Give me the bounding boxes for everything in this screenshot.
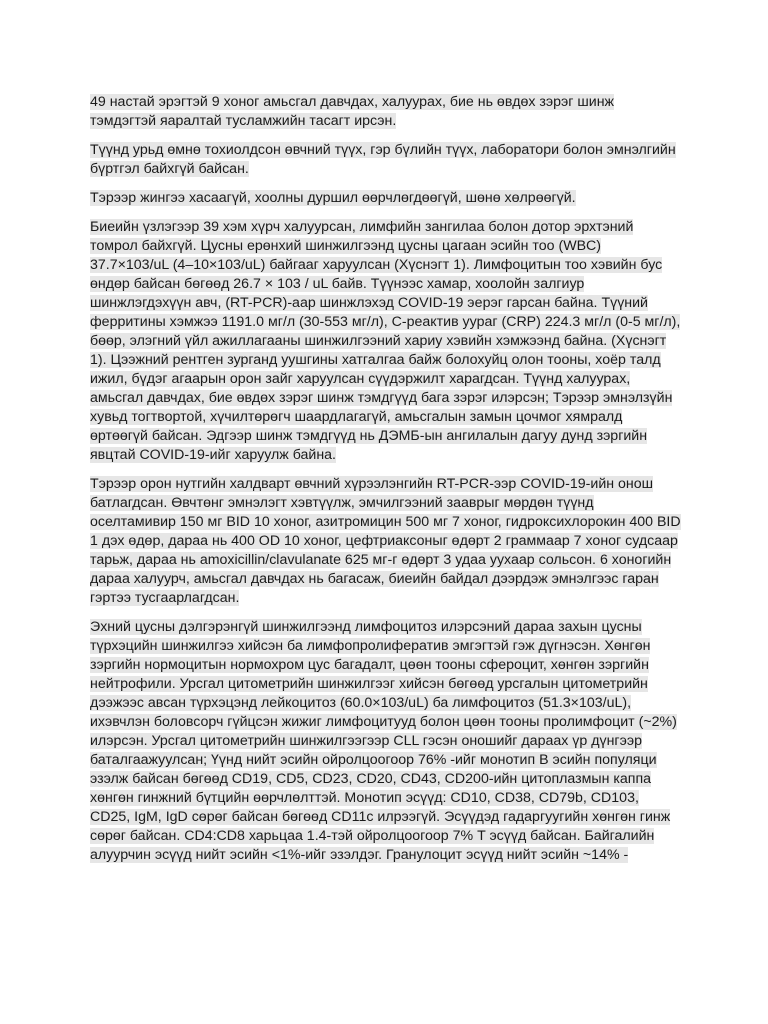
paragraph-text: Түүнд урьд өмнө тохиолдсон өвчний түүх, гэр бүлийн түүх, лаборатори болон эмнэлгийн бүртгэл байхгүй байсан.	[90, 142, 676, 177]
paragraph-flow-cytometry	[90, 618, 682, 865]
paragraph-weight-appetite	[90, 189, 682, 208]
paragraph-text: Тэрээр жингээ хасаагүй, хоолны дуршил өөрчлөгдөөгүй, шөнө хөлрөөгүй.	[90, 190, 576, 206]
document-body	[90, 93, 682, 875]
paragraph-text: 49 настай эрэгтэй 9 хоног амьсгал давчдах, халуурах, бие нь өвдөх зэрэг шинж тэмдэгтэй яаралтай тусламжийн тасагт ирсэн.	[90, 94, 615, 129]
paragraph-text: Тэрээр орон нутгийн халдварт өвчний хүрээлэнгийн RT-PCR-ээр COVID-19-ийн онош батлагдсан. Өвчтөнг эмнэлэгт хэвтүүлж, эмчилгээний зааврыг мөрдөн түүнд оселтамивир 150 мг BID 10 хоног, азитромицин 500 мг 7 хоног, гидроксихлорокин 400 BID 1 дэх өдөр, дараа нь 400 OD 10 хоног, цефтриаксоныг өдөрт 2 граммаар 7 хоног судсаар тарьж, дараа нь amoxicillin/clavulanate 625 мг-г өдөрт 3 удаа уухаар сольсон. 6 хоногийн дараа халуурч, амьсгал давчдах нь багасаж, биеийн байдал дээрдэж эмнэлгээс гаран гэртээ тусгаарлагдсан.	[90, 476, 681, 606]
paragraph-medical-history	[90, 141, 682, 179]
paragraph-text: Биеийн үзлэгээр 39 хэм хүрч халуурсан, лимфийн зангилаа болон дотор эрхтэний томрол байхгүй. Цусны ерөнхий шинжилгээнд цусны цагаан эсийн тоо (WBC) 37.7×103/uL (4–10×103/uL) байгааг харуулсан (Хүснэгт 1). Лимфоцитын тоо хэвийн бус өндөр байсан бөгөөд 26.7 × 103 / uL байв. Түүнээс хамар, хоолойн залгиур шинжлэгдэхүүн авч, (RT-PCR)-аар шинжлэхэд COVID-19 эерэг гарсан байна. Түүний ферритины хэмжээ 1191.0 мг/л (30-553 мг/л), C-реактив уураг (CRP) 224.3 мг/л (0-5 мг/л), бөөр, элэгний үйл ажиллагааны шинжилгээний хариу хэвийн хэмжээнд байна. (Хүснэгт 1). Цээжний рентген зурганд уушгины хатгалгаа байж болохуйц олон тооны, хоёр талд ижил, бүдэг агаарын орон зайг харуулсан сүүдэржилт харагдсан. Түүнд халуурах, амьсгал давчдах, бие өвдөх зэрэг шинж тэмдгүүд бага зэрэг илэрсэн; Тэрээр эмнэлзүйн хувьд тогтвортой, хүчилтөрөгч шаардлагагүй, амьсгалын замын цочмог хямралд өртөөгүй байсан. Эдгээр шинж тэмдгүүд нь ДЭМБ-ын ангилалын дагуу дунд зэргийн явцтай COVID-19-ийг харуулж байна.	[90, 219, 681, 463]
paragraph-text: Эхний цусны дэлгэрэнгүй шинжилгээнд лимфоцитоз илэрсэний дараа захын цусны түрхэцийн шинжилгээ хийсэн ба лимфопролифератив эмгэгтэй гэж дүгнэсэн. Хөнгөн зэргийн нормоцитын нормохром цус багадалт, цөөн тооны сфероцит, хөнгөн зэргийн нейтрофили. Урсгал цитометрийн шинжилгээг хийсэн бөгөөд урсгалын цитометрийн дээжээс авсан түрхэцэнд лейкоцитоз (60.0×103/uL) ба лимфоцитоз (51.3×103/uL), ихэвчлэн боловсорч гүйцсэн жижиг лимфоцитууд болон цөөн тооны пролимфоцит (~2%) илэрсэн. Урсгал цитометрийн шинжилгээгээр CLL гэсэн оношийг дараах үр дүнгээр баталгаажуулсан; Үүнд нийт эсийн ойролцоогоор 76% -ийг монотип B эсийн популяци эзэлж байсан бөгөөд CD19, CD5, CD23, CD20, CD43, CD200-ийн цитоплазмын каппа хөнгөн гинжний бүтцийн өөрчлөлттэй. Монотип эсүүд: CD10, CD38, CD79b, CD103, CD25, IgM, IgD сөрөг байсан бөгөөд CD11c илрээгүй. Эсүүдэд гадаргуугийн хөнгөн гинж сөрөг байсан. CD4:CD8 харьцаа 1.4-тэй ойролцоогоор 7% T эсүүд байсан. Байгалийн алуурчин эсүүд нийт эсийн <1%-ийг эзэлдэг. Гранулоцит эсүүд нийт эсийн ~14% -	[90, 619, 677, 863]
paragraph-treatment	[90, 475, 682, 608]
paragraph-physical-exam	[90, 218, 682, 465]
paragraph-patient-presentation	[90, 93, 682, 131]
